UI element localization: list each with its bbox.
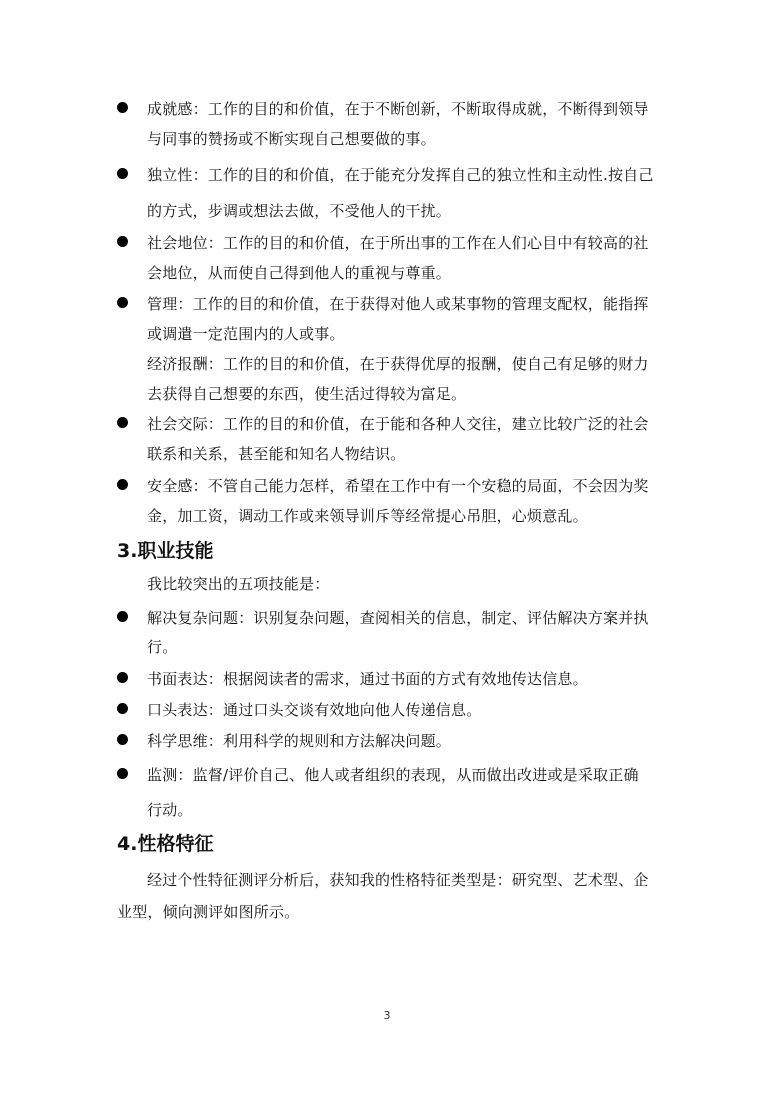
bullet-icon [117,734,128,745]
list-item-line: 社会交际：工作的目的和价值，在于能和各种人交往，建立比较广泛的社会 [147,415,649,433]
paragraph-line: 业型，倾向测评如图所示。 [117,903,300,921]
bullet-icon [117,236,128,247]
list-item-line: 会地位，从而使自己得到他人的重视与尊重。 [147,264,452,282]
list-item-line: 经济报酬：工作的目的和价值，在于获得优厚的报酬，使自己有足够的财力 [147,355,649,373]
list-item-line: 联系和关系，甚至能和知名人物结识。 [147,445,406,463]
paragraph-line: 经过个性特征测评分析后，获知我的性格特征类型是：研究型、艺术型、企 [147,871,649,889]
list-item-line: 或调遣一定范围内的人或事。 [147,325,345,343]
list-item-line: 科学思维：利用科学的规则和方法解决问题。 [147,732,452,750]
section-intro: 我比较突出的五项技能是： [147,575,330,593]
list-item-line: 解决复杂问题：识别复杂问题，查阅相关的信息，制定、评估解决方案并执 [147,609,649,627]
list-item-line: 安全感：不管自己能力怎样，希望在工作中有一个安稳的局面，不会因为奖 [147,477,649,495]
list-item-line: 社会地位：工作的目的和价值，在于所出事的工作在人们心目中有较高的社 [147,234,649,252]
bullet-icon [117,479,128,490]
list-item-line: 与同事的赞扬或不断实现自己想要做的事。 [147,130,436,148]
page-number: 3 [383,1009,391,1022]
bullet-icon [117,417,128,428]
list-item-line: 去获得自己想要的东西，使生活过得较为富足。 [147,385,467,403]
bullet-icon [117,168,128,179]
list-item-line: 口头表达：通过口头交谈有效地向他人传递信息。 [147,701,482,719]
list-item-line: 独立性：工作的目的和价值，在于能充分发挥自己的独立性和主动性.按自己 [147,166,654,184]
bullet-icon [117,672,128,683]
bullet-icon [117,611,128,622]
list-item-line: 书面表达：根据阅读者的需求，通过书面的方式有效地传达信息。 [147,670,588,688]
list-item-line: 行动。 [147,801,193,819]
list-item-line: 管理：工作的目的和价值，在于获得对他人或某事物的管理支配权，能指挥 [147,295,649,313]
list-item-line: 成就感：工作的目的和价值，在于不断创新，不断取得成就，不断得到领导 [147,100,649,118]
section-heading: 4.性格特征 [117,833,214,855]
list-item-line: 金，加工资，调动工作或来领导训斥等经常提心吊胆，心烦意乱。 [147,507,588,525]
bullet-icon [117,102,128,113]
list-item-line: 行。 [147,638,178,656]
bullet-icon [117,768,128,779]
bullet-icon [117,297,128,308]
list-item-line: 监测：监督/评价自己、他人或者组织的表现，从而做出改进或是采取正确 [147,766,639,784]
list-item-line: 的方式，步调或想法去做，不受他人的干扰。 [147,202,452,220]
section-heading: 3.职业技能 [117,540,214,562]
bullet-icon [117,703,128,714]
